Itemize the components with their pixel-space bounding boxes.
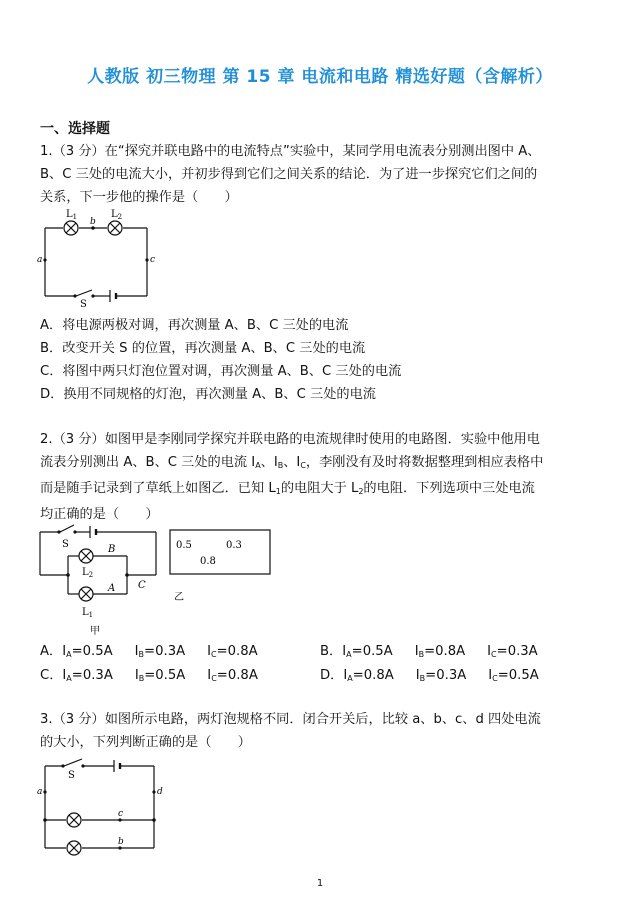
label-A: A — [108, 583, 116, 594]
label-L2: $L_2$ — [111, 209, 123, 221]
label-d: d — [157, 787, 163, 797]
label-S: S — [68, 770, 75, 781]
label-B: B — [108, 544, 116, 555]
label-jia: 甲 — [90, 626, 100, 637]
page-title: 人教版 初三物理 第 15 章 电流和电路 精选好题（含解析） — [87, 67, 553, 87]
label-b: b — [118, 837, 124, 847]
question-1-text — [40, 140, 605, 209]
question-1-line-2: B、C 三处的电流大小，并初步得到它们之间关系的结论．为了进一步探究它们之间的 — [40, 167, 538, 182]
question-2-text — [40, 428, 605, 526]
question-3-line-2: 的大小，下列判断正确的是（ ） — [40, 735, 251, 750]
label-L1: $L_1$ — [66, 209, 78, 221]
section-heading: 一、选择题 — [40, 121, 110, 137]
question-3-circuit-diagram — [36, 756, 166, 860]
label-S: S — [62, 539, 69, 550]
question-2-note-yi — [168, 528, 278, 604]
question-2-circuit-jia — [32, 520, 164, 638]
label-L2: $L_2$ — [82, 567, 94, 579]
question-1-line-3: 关系，下一步他的操作是（ ） — [40, 190, 238, 205]
note-value-2: 0.3 — [226, 540, 242, 551]
label-C: C — [138, 580, 146, 591]
question-2-option-a[interactable]: A．$I_A=0.5A$ $I_B=0.3A$ $I_C=0.8A$ — [40, 644, 258, 659]
question-2-line-2: 流表分别测出 A、B、C 三处的电流 $I_A$、$I_B$、$I_C$，李刚没有及时将数据整理到相应表格中 — [40, 455, 544, 470]
label-b: b — [90, 217, 96, 227]
label-L1: $L_1$ — [82, 607, 94, 619]
note-value-1: 0.5 — [176, 540, 192, 551]
question-1-option-c[interactable]: C．将图中两只灯泡位置对调，再次测量 A、B、C 三处的电流 — [40, 364, 402, 379]
question-1-line-1: 1.（3 分）在“探究并联电路中的电流特点”实验中，某同学用电流表分别测出图中 A、 — [40, 144, 541, 159]
question-2-line-3: 而是随手记录到了草纸上如图乙．已知 $L_1$的电阻大于 $L_2$的电阻．下列选项中三处电流 — [40, 481, 535, 496]
question-1-circuit-diagram — [36, 204, 166, 308]
label-c: c — [118, 809, 124, 819]
question-2-line-1: 2.（3 分）如图甲是李刚同学探究并联电路的电流规律时使用的电路图．实验中他用电 — [40, 432, 540, 447]
question-1-option-a[interactable]: A．将电源两极对调，再次测量 A、B、C 三处的电流 — [40, 318, 349, 333]
label-yi: 乙 — [174, 592, 184, 603]
question-3-text — [40, 708, 605, 754]
label-a: a — [37, 787, 43, 797]
question-1-option-d[interactable]: D．换用不同规格的灯泡，再次测量 A、B、C 三处的电流 — [40, 387, 376, 402]
question-2-line-4: 均正确的是（ ） — [40, 507, 159, 522]
question-2-option-d[interactable]: D．$I_A=0.8A$ $I_B=0.3A$ $I_C=0.5A$ — [320, 668, 539, 683]
label-a: a — [37, 255, 43, 265]
note-value-3: 0.8 — [200, 556, 216, 567]
question-1-option-b[interactable]: B．改变开关 S 的位置，再次测量 A、B、C 三处的电流 — [40, 341, 366, 356]
page-number: 1 — [316, 878, 324, 889]
label-c: c — [150, 255, 156, 265]
question-3-line-1: 3.（3 分）如图所示电路，两灯泡规格不同．闭合开关后，比较 a、b、c、d 四处电流 — [40, 712, 541, 727]
question-2-option-b[interactable]: B．$I_A=0.5A$ $I_B=0.8A$ $I_C=0.3A$ — [320, 644, 538, 659]
question-2-option-c[interactable]: C．$I_A=0.3A$ $I_B=0.5A$ $I_C=0.8A$ — [40, 668, 258, 683]
label-S: S — [80, 299, 87, 308]
